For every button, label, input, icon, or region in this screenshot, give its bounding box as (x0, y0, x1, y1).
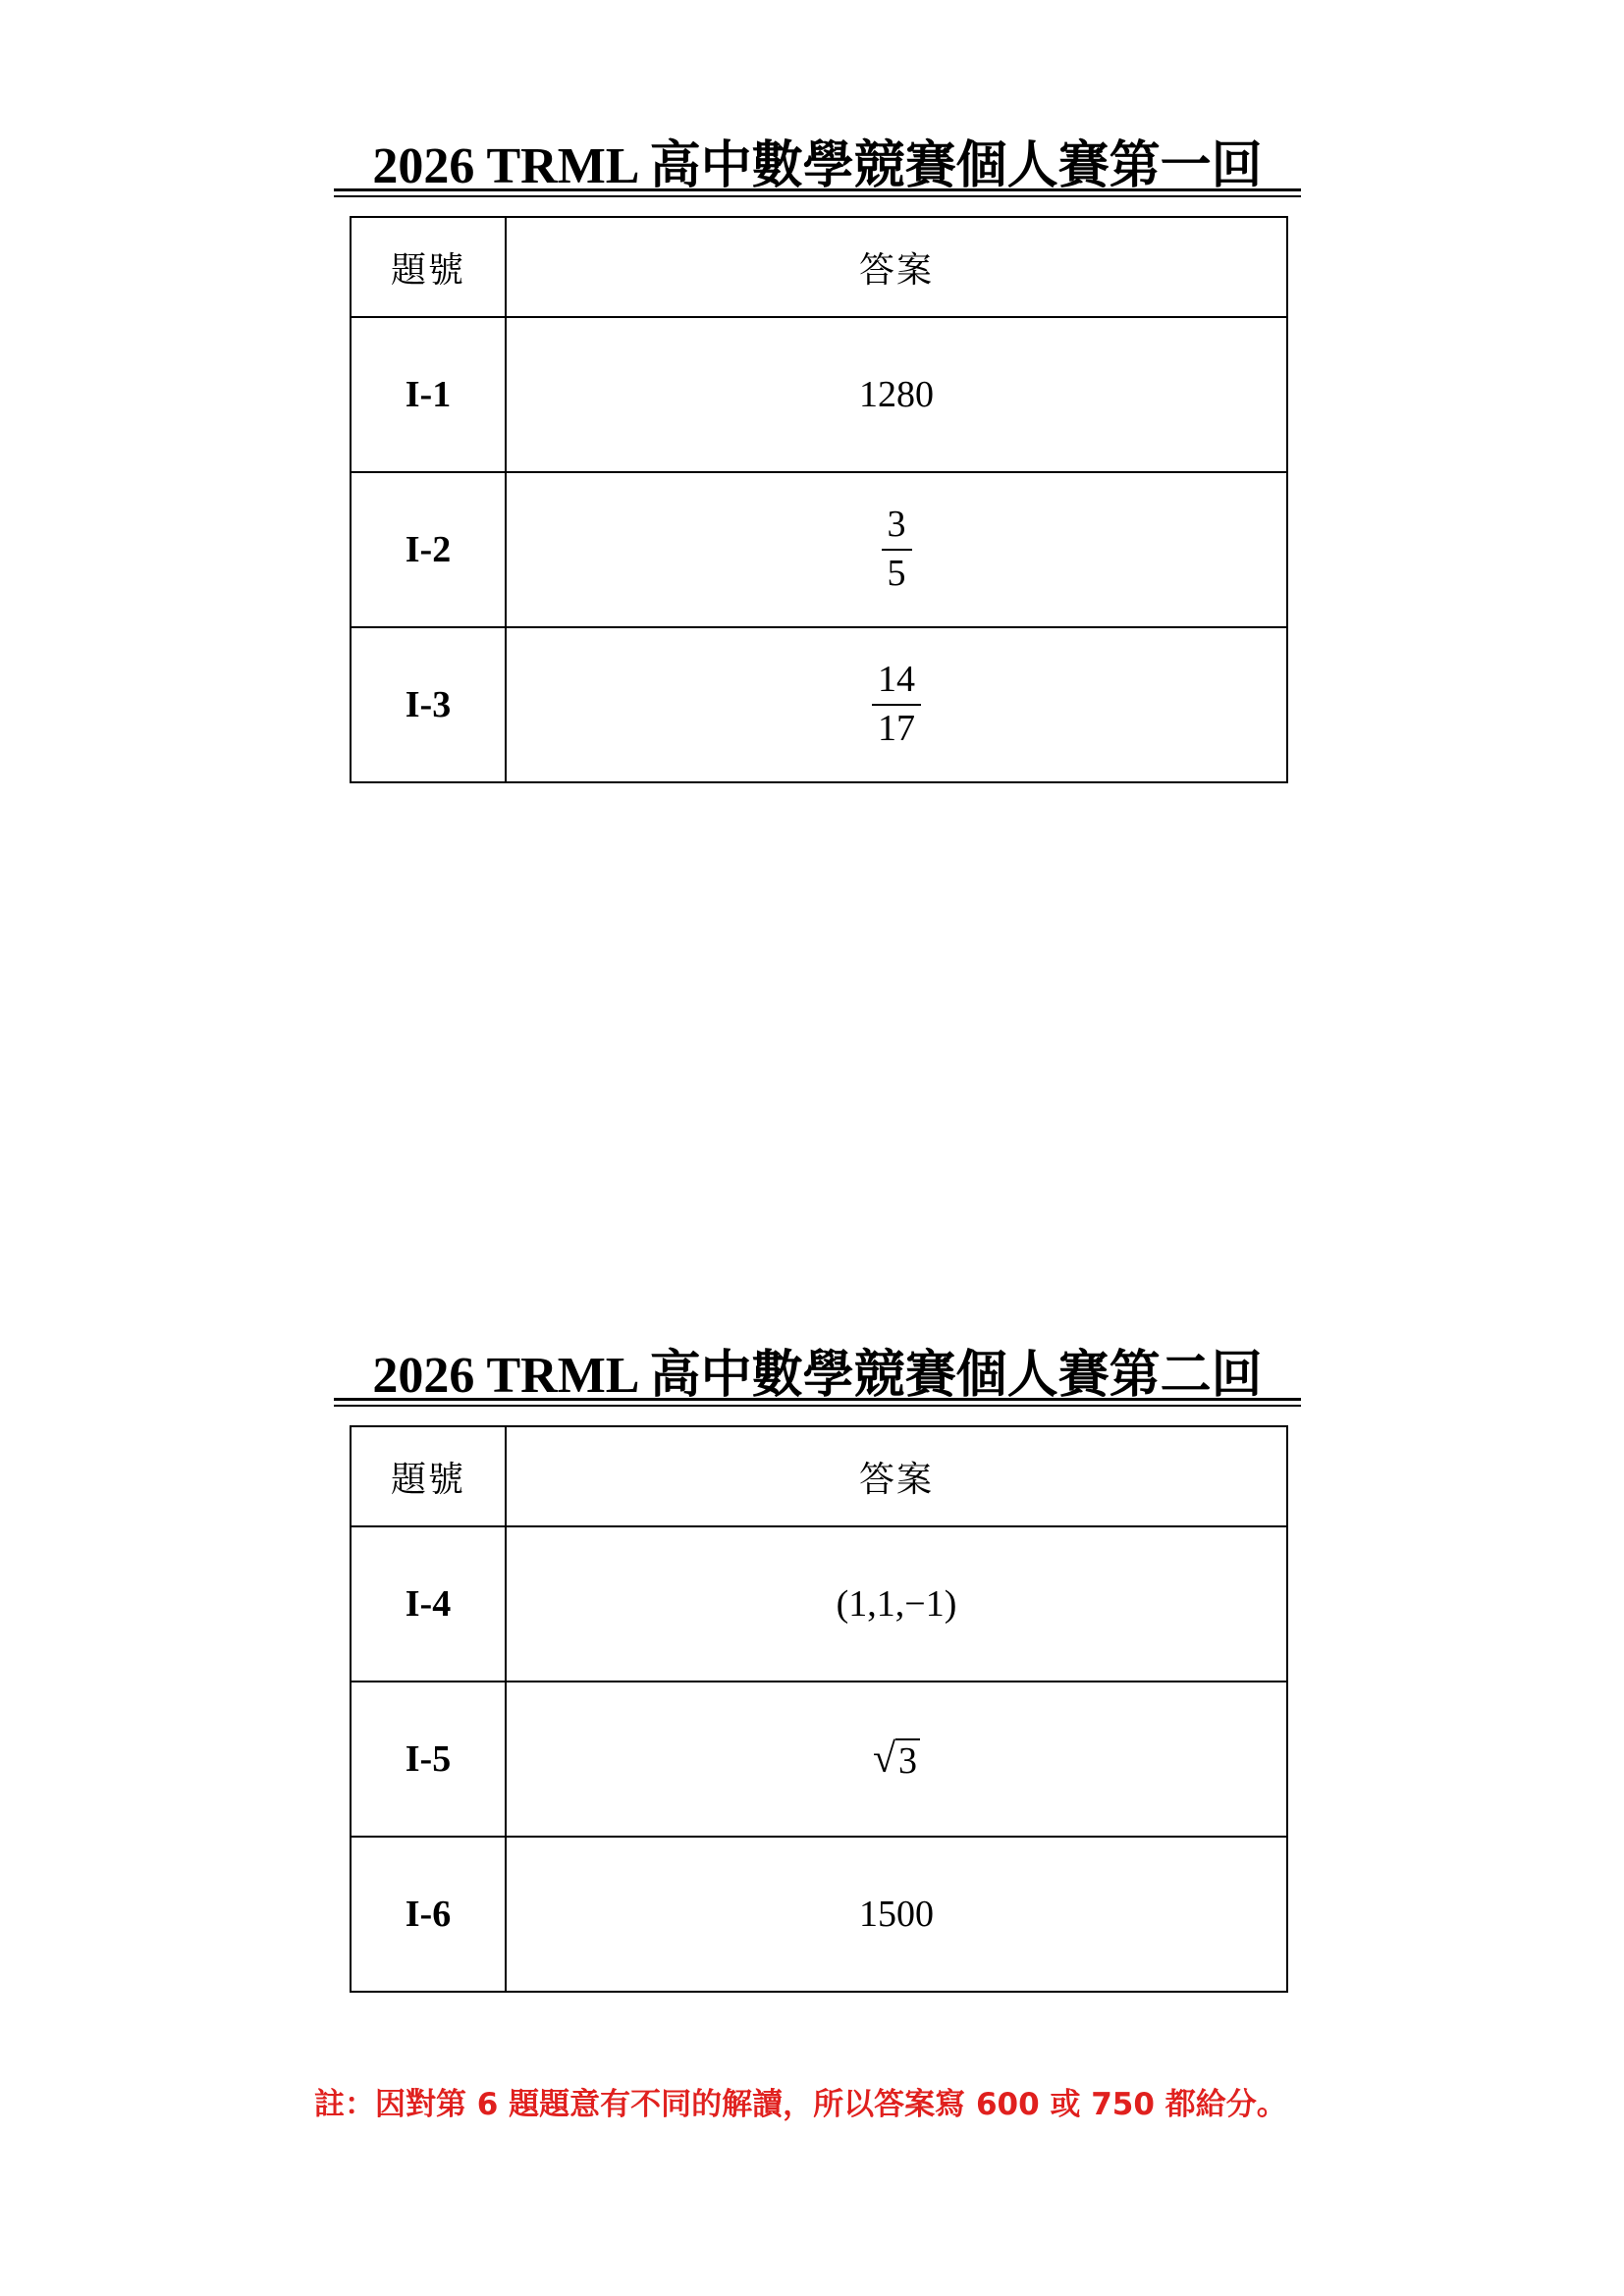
answer-value (506, 627, 1287, 782)
table-row (351, 472, 1287, 627)
answer-value (506, 1682, 1287, 1837)
fraction-denominator: 5 (887, 553, 906, 594)
answer-value: 1280 (506, 317, 1287, 472)
radicand: 3 (895, 1738, 920, 1780)
answer-value: (1,1,−1) (506, 1526, 1287, 1682)
answer-table (350, 1425, 1288, 1993)
header-number: 題號 (351, 1426, 506, 1526)
answer-value: 1500 (506, 1837, 1287, 1992)
fraction-numerator: 14 (878, 659, 915, 701)
header-number: 題號 (351, 217, 506, 317)
header-answer: 答案 (506, 217, 1287, 317)
section-title: 2026 TRML 高中數學競賽個人賽第二回 (372, 1348, 1263, 1404)
footnote: 註：因對第 6 題題意有不同的解讀，所以答案寫 600 或 750 都給分。 (314, 2087, 1287, 2122)
answer-value (506, 472, 1287, 627)
fraction (872, 661, 921, 749)
section-title: 2026 TRML 高中數學競賽個人賽第一回 (372, 138, 1263, 194)
radical-sign: √ (872, 1736, 896, 1782)
table-header-row (351, 217, 1287, 317)
title-double-underline (334, 188, 1301, 197)
answer-table (350, 216, 1288, 783)
fraction-denominator: 17 (878, 708, 915, 749)
fraction-numerator: 3 (887, 504, 906, 546)
question-number: I-4 (351, 1526, 506, 1682)
question-number: I-3 (351, 627, 506, 782)
question-number: I-6 (351, 1837, 506, 1992)
question-number: I-2 (351, 472, 506, 627)
question-number: I-5 (351, 1682, 506, 1837)
fraction (882, 506, 912, 594)
table-header-row (351, 1426, 1287, 1526)
header-answer: 答案 (506, 1426, 1287, 1526)
table-row (351, 1682, 1287, 1837)
question-number: I-1 (351, 317, 506, 472)
square-root (873, 1738, 920, 1780)
table-row (351, 317, 1287, 472)
title-double-underline (334, 1398, 1301, 1407)
table-row (351, 1837, 1287, 1992)
table-row (351, 1526, 1287, 1682)
table-row (351, 627, 1287, 782)
